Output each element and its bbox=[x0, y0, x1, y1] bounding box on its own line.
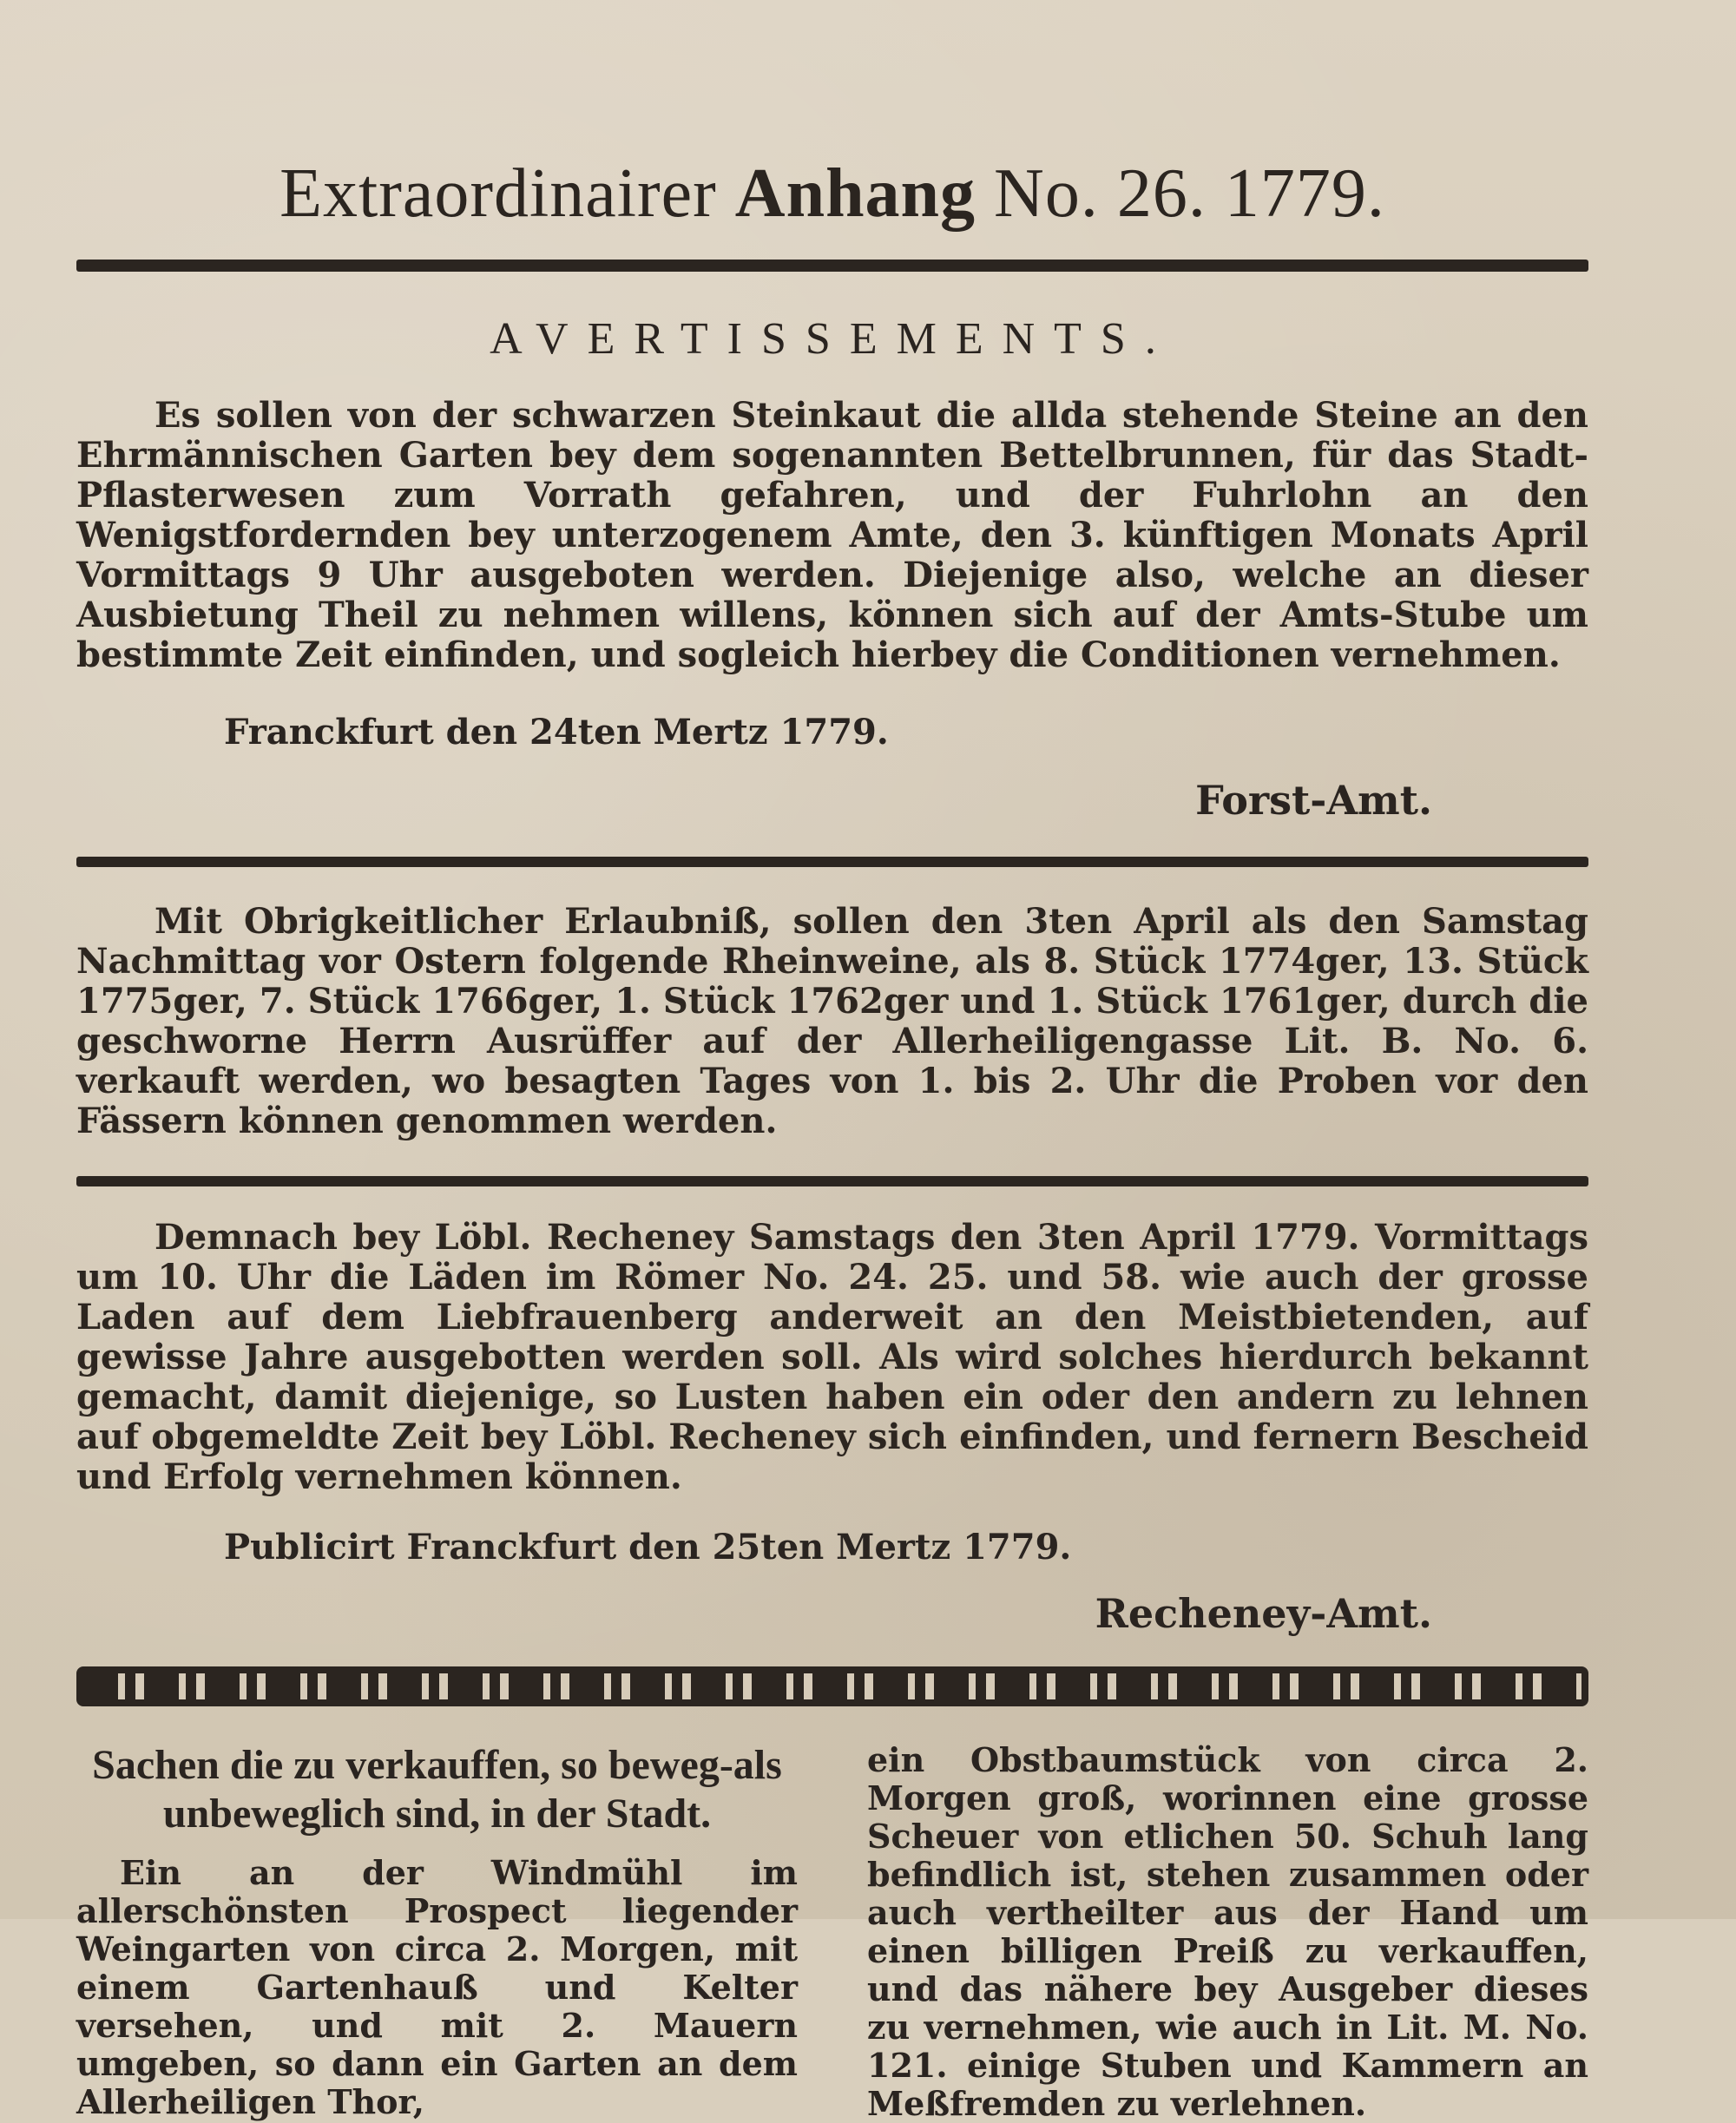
notice-forst-text: Es sollen von der schwarzen Steinkaut die allda stehende Steine an den Ehrmännischen Garten bey dem sogenannten Bettelbrunnen, für das Stadt-Pflasterwesen zum Vorrath gefahren, und der Fuhrlohn an den Wenigstfordernden bey unterzogenem Amte, den 3. künftigen Monats April Vormittags 9 Uhr ausgeboten werden. Diejenige also, welche an dieser Ausbietung Theil zu nehmen willens, können sich auf der Amts-Stube um bestimmte Zeit einfinden, und sogleich hierbey die Conditionen vernehmen. bbox=[76, 395, 1588, 675]
notice-rechenеy-text: Demnach bey Löbl. Recheney Samstags den 3ten April 1779. Vormittags um 10. Uhr die Läden im Römer No. 24. 25. und 58. wie auch der grosse Laden auf dem Liebfrauenberg anderweit an den Meistbietenden, auf gewisse Jahre ausgebotten werden soll. Als wird solches hierdurch bekannt gemacht, damit diejenige, so Lusten haben ein oder den andern zu lehnen auf obgemeldte Zeit bey Löbl. Rechenеy sich einfinden, und fernern Bescheid und Erfolg vernehmen können. bbox=[76, 1217, 1588, 1497]
ornamental-border bbox=[76, 1666, 1588, 1706]
masthead-anhang: Anhang bbox=[734, 155, 976, 232]
divider-rule-1 bbox=[76, 857, 1588, 867]
notice-forst-office: Forst-Amt. bbox=[1195, 777, 1432, 824]
masthead bbox=[76, 0, 1588, 233]
sale-columns bbox=[76, 1741, 1588, 2123]
divider-rule-2 bbox=[76, 1176, 1588, 1186]
notice-rechenеy-date: Publicirt Franckfurt den 25ten Mertz 1779. bbox=[224, 1527, 1072, 1568]
sale-right-text: ein Obstbaumstück von circa 2. Morgen groß, worinnen eine grosse Scheuer von etlichen 50. Schuh lang befindlich ist, stehen zusammen oder auch vertheilter aus der Hand um einen billigen Preiß zu verkauffen, und das nähere bey Ausgeber dieses zu vernehmen, wie auch in Lit. M. No. 121. einige Stuben und Kammern an Meßfremden zu verlehnen. bbox=[867, 1740, 1588, 2123]
sale-left-column bbox=[76, 1741, 798, 2123]
sale-right-column bbox=[867, 1741, 1588, 2123]
masthead-prefix: Extraordinairer bbox=[279, 155, 717, 232]
notice-rechenеy-office: Recheney-Amt. bbox=[1095, 1590, 1432, 1637]
notice-forst-date: Franckfurt den 24ten Mertz 1779. bbox=[224, 712, 889, 753]
sale-left-text: Ein an der Windmühl im allerschönsten Prospect liegender Weingarten von circa 2. Morgen, mit einem Gartenhauß und Kelter versehen, und mit 2. Mauern umgeben, so dann ein Garten an dem Allerheiligen Thor, bbox=[76, 1853, 798, 2121]
section-title: AVERTISSEMENTS. bbox=[490, 314, 1175, 364]
top-rule bbox=[76, 260, 1588, 272]
masthead-number: No. 26. 1779. bbox=[994, 155, 1385, 232]
sale-heading: Sachen die zu verkauffen, so beweg-als unbeweglich sind, in der Stadt. bbox=[92, 1742, 782, 1837]
notice-wine-text: Mit Obrigkeitlicher Erlaubniß, sollen den 3ten April als den Samstag Nachmittag vor Ostern folgende Rheinweine, als 8. Stück 1774ger, 13. Stück 1775ger, 7. Stück 1766ger, 1. Stück 1762ger und 1. Stück 1761ger, durch die geschworne Herrn Ausrüffer auf der Allerheiligengasse Lit. B. No. 6. verkauft werden, wo besagten Tages von 1. bis 2. Uhr die Proben vor den Fässern können genommen werden. bbox=[76, 901, 1588, 1141]
